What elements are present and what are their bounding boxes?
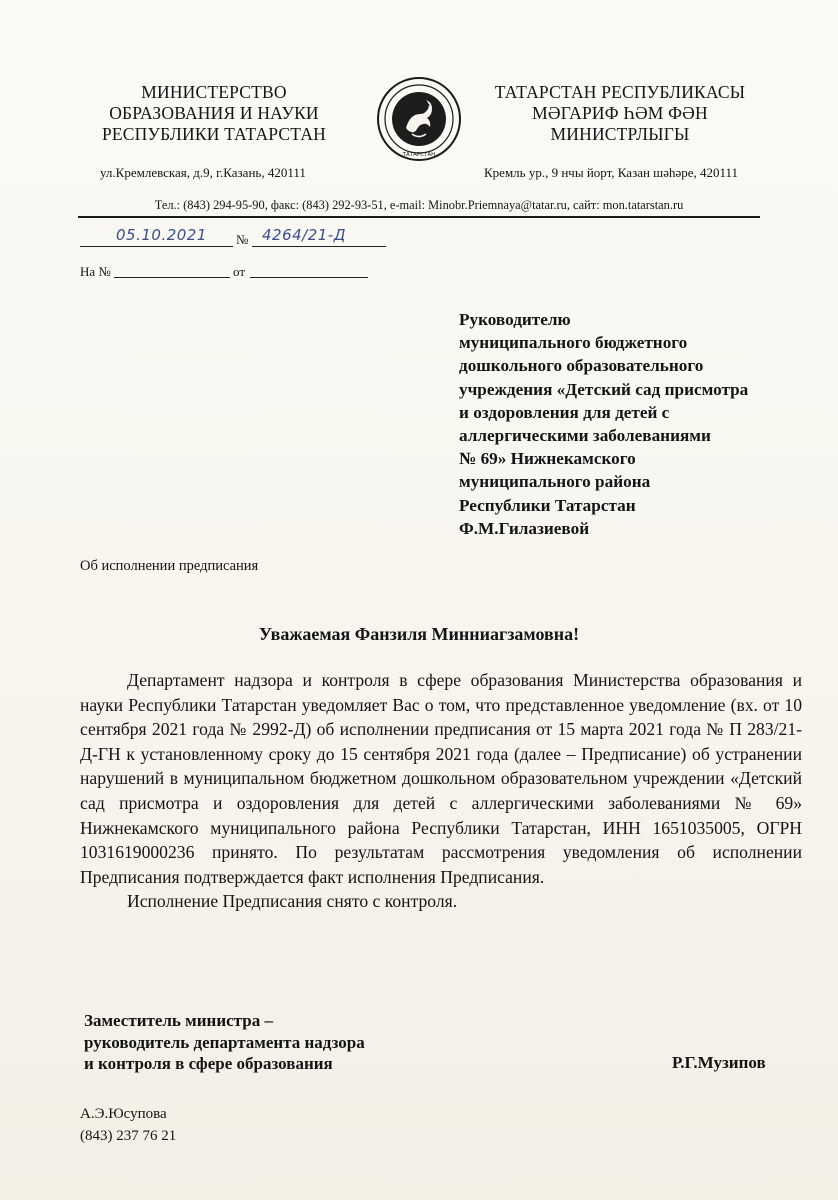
addressee-line: муниципального бюджетного <box>459 333 688 353</box>
addressee-block <box>459 308 748 540</box>
greeting: Уважаемая Фанзиля Минниагзамовна! <box>258 624 580 644</box>
number-label: № <box>236 232 249 247</box>
ministry-name-tt-line-3: МИНИСТРЛЫГЫ <box>550 124 690 144</box>
addressee-line: дошкольного образовательного <box>459 356 704 376</box>
ministry-address-ru: ул.Кремлевская, д.9, г.Казань, 420111 <box>100 165 306 180</box>
addressee-line: Руководителю <box>459 310 571 329</box>
addressee-line: аллергическими заболеваниями <box>459 426 711 446</box>
executor-block <box>80 1103 176 1147</box>
addressee-line: Республики Татарстан <box>459 495 636 515</box>
ministry-name-ru-line-3: РЕСПУБЛИКИ ТАТАРСТАН <box>101 124 326 144</box>
reference-from-label: от <box>233 264 246 279</box>
signer-name: Р.Г.Музипов <box>672 1053 766 1072</box>
signer-title-line-2: руководитель департамента надзора <box>84 1032 365 1052</box>
ministry-name-tt-line-1: ТАТАРСТАН РЕСПУБЛИКАСЫ <box>494 82 746 102</box>
tatarstan-emblem-icon <box>376 76 462 162</box>
ministry-name-ru <box>78 82 350 145</box>
ministry-name-tt-line-2: МӘГАРИФ ҺӘМ ФӘН <box>532 103 708 123</box>
letter-body <box>80 668 802 914</box>
addressee-line: № 69» Нижнекамского <box>459 449 636 469</box>
signer-title-line-1: Заместитель министра – <box>84 1011 273 1030</box>
reference-label: На № <box>80 264 111 279</box>
executor-name: А.Э.Юсупова <box>80 1106 167 1122</box>
contact-line: Тел.: (843) 294-95-90, факс: (843) 292-93-51, e-mail: Minobr.Priemnaya@tatar.ru, сайт: mon.tatarstan.ru <box>154 198 684 212</box>
number-underline <box>252 246 386 247</box>
reference-number-line <box>114 277 230 278</box>
body-paragraph-1: Департамент надзора и контроля в сфере образования Министерства образования и науки Республики Татарстан уведомляет Вас о том, что представленное уведомление (вх. от 10 сентября 2021 года № 2992-Д) об исполнении предписания от 15 марта 2021 года № П 283/21-Д-ГН к установленному сроку до 15 сентября 2021 года (далее – Предписание) об устранении нарушений в муниципальном бюджетном дошкольном образовательном учреждении «Детский сад присмотра и оздоровления для детей с аллергическими заболеваниями № 69» Нижнекамского муниципального района Республики Татарстан, ИНН 1651035005, ОГРН 1031619000236 принято. По результатам рассмотрения уведомления об исполнении Предписания подтверждается факт исполнения Предписания. <box>80 670 802 887</box>
ministry-address-tt: Кремль ур., 9 нчы йорт, Казан шәһәре, 420111 <box>484 165 739 180</box>
addressee-line: учреждения «Детский сад присмотра <box>459 379 749 399</box>
ministry-name-ru-line-1: МИНИСТЕРСТВО <box>141 82 287 102</box>
date-underline <box>80 246 233 247</box>
addressee-line: и оздоровления для детей с <box>459 402 670 422</box>
letter-subject: Об исполнении предписания <box>80 558 259 574</box>
body-paragraph-2: Исполнение Предписания снято с контроля. <box>127 891 458 912</box>
emblem-caption: ТАТАРСТАН <box>402 152 436 158</box>
signer-title <box>84 1010 365 1075</box>
header-divider <box>78 216 760 218</box>
ministry-name-tt <box>470 82 770 145</box>
registration-number: 4264/21-Д <box>262 226 346 244</box>
addressee-line: муниципального района <box>459 472 651 492</box>
signer-title-line-3: и контроля в сфере образования <box>84 1054 333 1073</box>
reference-date-line <box>250 277 368 278</box>
addressee-line: Ф.М.Гилазиевой <box>459 518 590 538</box>
ministry-name-ru-line-2: ОБРАЗОВАНИЯ И НАУКИ <box>109 103 319 123</box>
registration-date: 05.10.2021 <box>116 226 207 244</box>
executor-phone: (843) 237 76 21 <box>80 1128 177 1144</box>
